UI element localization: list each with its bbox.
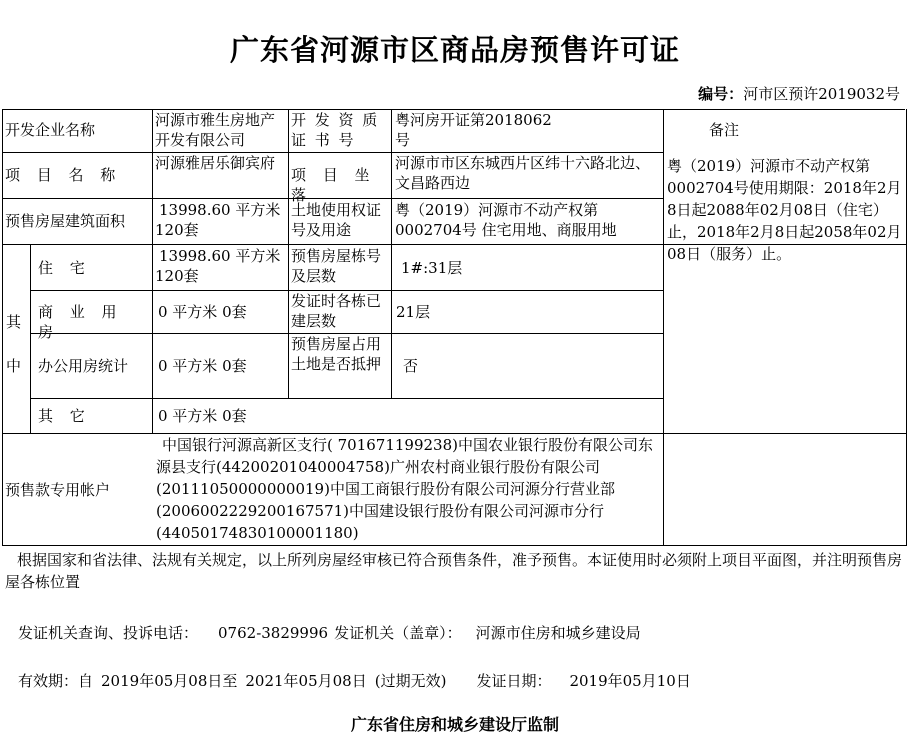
residential-value: 13998.60 平方米 120套 (155, 247, 281, 285)
valid-to: 2021年05月08日 (245, 672, 367, 690)
phone-value: 0762-3829996 (218, 624, 329, 642)
phone-label: 发证机关查询、投诉电话： (18, 624, 199, 642)
mortgage-label: 预售房屋占用土地是否抵押 (291, 335, 382, 373)
col-divider (391, 109, 392, 399)
floors-value: 21层 (396, 303, 431, 321)
office-label: 办公用房统计 (38, 357, 129, 375)
land-cert-value: 粤（2019）河源市不动产权第0002704号 住宅用地、商服用地 (395, 201, 617, 239)
col-divider (30, 244, 31, 434)
cert-no-label: 编号： (698, 85, 744, 103)
table-border-right (906, 109, 907, 546)
account-label: 预售款专用帐户 (5, 481, 111, 499)
footer-contact-line (18, 622, 641, 643)
table-border-left (2, 109, 3, 546)
other-label: 其 它 (38, 407, 91, 425)
issue-date-value: 2019年05月10日 (569, 672, 691, 690)
floors-label: 发证时各栋已建层数 (291, 292, 382, 330)
table-border-bottom (2, 545, 907, 546)
notice-text: 根据国家和省法律、法规有关规定，以上所列房屋经审核已符合预售条件，准予预售。本证使用时必须附上项目平面图，并注明预售房屋各栋位置 (5, 551, 903, 591)
building-label: 预售房屋栋号及层数 (291, 247, 382, 285)
account-value: 中国银行河源高新区支行( 701671199238)中国农业银行股份有限公司东源县支行(44200201040004758)广州农村商业银行股份有限公司(20111050000000019)中国工商银行股份有限公司河源分行营业部(2006002229200167571)中国建设银行股份有限公司河源市分行(44050174830100001180) (156, 436, 653, 542)
project-location-label: 项 目 坐 落 (291, 166, 376, 204)
remark-label: 备注 (708, 121, 739, 139)
cert-no-value: 河市区预许2019032号 (743, 85, 900, 103)
qualification-value: 粤河房开证第2018062号 (395, 111, 552, 149)
office-value: 0 平方米 0套 (158, 357, 247, 375)
validity-label: 有效期：自 (18, 672, 94, 690)
issue-date-label: 发证日期： (476, 672, 552, 690)
residential-label: 住 宅 (38, 259, 91, 277)
row-divider (30, 398, 664, 399)
footer-validity-line (18, 670, 691, 691)
project-location-value: 河源市市区东城西片区纬十六路北边、文昌路西边 (395, 154, 651, 192)
valid-from: 2019年05月08日至 (101, 672, 238, 690)
col-divider (288, 109, 289, 399)
col-divider (663, 109, 664, 546)
supervisor-text: 广东省住房和城乡建设厅监制 (350, 715, 559, 734)
commercial-value: 0 平方米 0套 (158, 303, 247, 321)
other-value: 0 平方米 0套 (158, 407, 247, 425)
among-label: 其中 (6, 313, 22, 375)
building-value: 1#:31层 (401, 259, 463, 277)
land-cert-label: 土地使用权证号及用途 (291, 201, 382, 239)
project-name-label: 项 目 名 称 (5, 166, 122, 184)
col-divider (152, 109, 153, 434)
developer-value: 河源市雅生房地产开发有限公司 (155, 111, 276, 149)
certificate-number (698, 83, 900, 104)
issuer-value: 河源市住房和城乡建设局 (475, 624, 641, 642)
certificate-title: 广东省河源市区商品房预售许可证 (229, 33, 680, 67)
project-name-value: 河源雅居乐御宾府 (155, 154, 276, 172)
expired-note: (过期无效) (374, 672, 447, 690)
mortgage-value: 否 (403, 357, 419, 375)
commercial-label: 商 业 用 房 (38, 303, 123, 341)
issuer-label: 发证机关（盖章）： (334, 624, 462, 642)
remark-value: 粤（2019）河源市不动产权第0002704号使用期限：2018年2月8日起2088年02月08日（住宅）止，2018年2月8日起2058年02月08日（服务）止。 (667, 157, 902, 263)
presale-area-label: 预售房屋建筑面积 (5, 212, 126, 230)
qualification-label: 开 发 资 质 证 书 号 (291, 111, 380, 149)
developer-label: 开发企业名称 (5, 121, 96, 139)
presale-area-value: 13998.60 平方米 120套 (155, 201, 281, 239)
